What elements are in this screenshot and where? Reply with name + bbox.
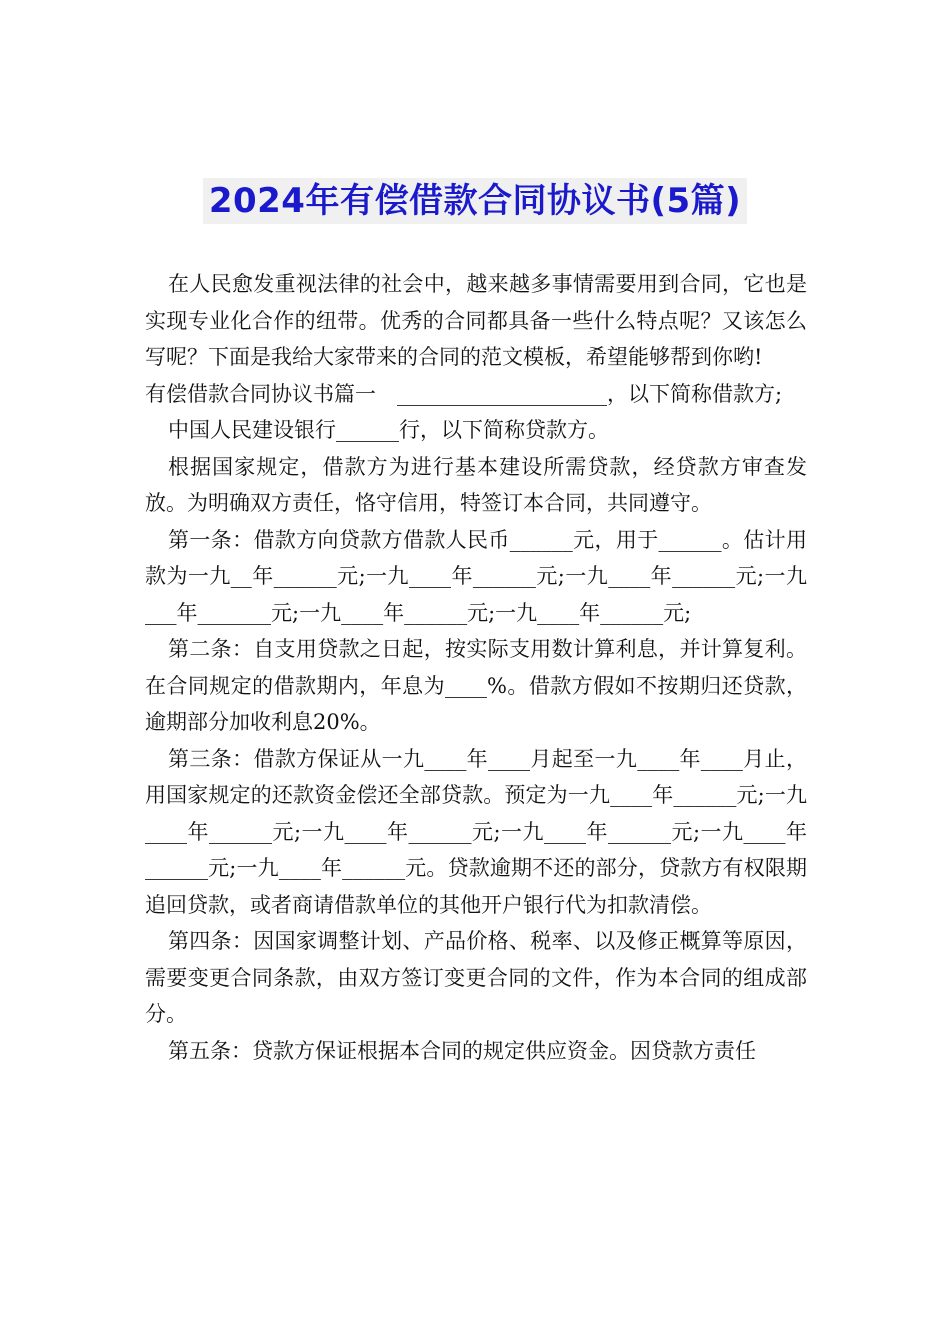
paragraph-article-5: 第五条：贷款方保证根据本合同的规定供应资金。因贷款方责任 [168, 1038, 756, 1063]
paragraph-borrower: 有偿借款合同协议书篇一 ____________________，以下简称借款方; [145, 381, 783, 406]
paragraph-intro: 在人民愈发重视法律的社会中，越来越多事情需要用到合同，它也是实现专业化合作的纽带。优秀的合同都具备一些什么特点呢？又该怎么写呢？下面是我给大家带来的合同的范文模板，希望能够帮到你哟! [145, 272, 807, 369]
paragraph-preamble: 根据国家规定，借款方为进行基本建设所需贷款，经贷款方审查发放。为明确双方责任，恪守信用，特签订本合同，共同遵守。 [145, 454, 807, 515]
paragraph-article-4: 第四条：因国家调整计划、产品价格、税率、以及修正概算等原因，需要变更合同条款，由双方签订变更合同的文件，作为本合同的组成部分。 [145, 929, 807, 1026]
paragraph-article-3: 第三条：借款方保证从一九____年____月起至一九____年____月止，用国家规定的还款资金偿还全部贷款。预定为一九____年______元;一九____年______元;一九____年______元;一九____年______元;一九____年______元;一九____年______元。贷款逾期不还的部分，贷款方有权限期追回贷款，或者商请借款单位的其他开户银行代为扣款清偿。 [145, 746, 807, 917]
document-title: 2024年有偿借款合同协议书(5篇) [203, 178, 747, 224]
document-body [145, 266, 807, 1069]
title-container [0, 178, 950, 224]
paragraph-lender: 中国人民建设银行______行，以下简称贷款方。 [168, 418, 609, 442]
paragraph-article-1: 第一条：借款方向贷款方借款人民币______元，用于______。估计用款为一九__年______元;一九____年______元;一九____年______元;一九___年_______元;一九____年______元;一九____年______元; [145, 527, 807, 625]
paragraph-article-2: 第二条：自支用贷款之日起，按实际支用数计算利息，并计算复利。在合同规定的借款期内，年息为____%。借款方假如不按期归还贷款，逾期部分加收利息20%。 [145, 637, 807, 734]
